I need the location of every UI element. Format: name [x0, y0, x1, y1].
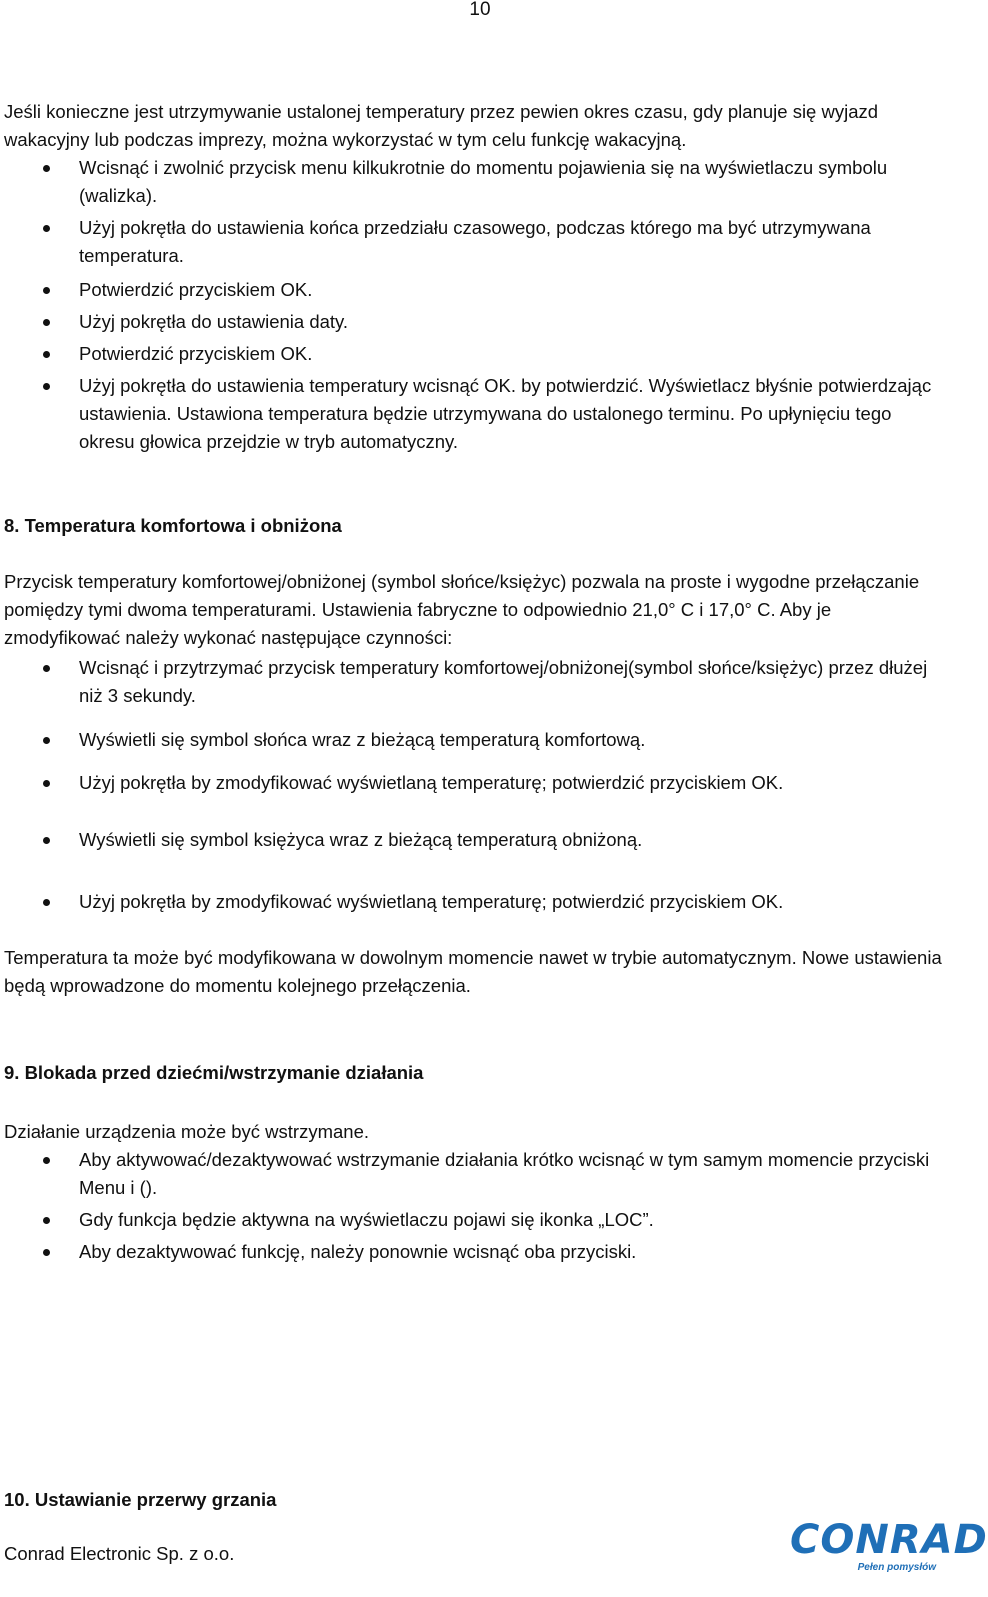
section-8-intro: Przycisk temperatury komfortowej/obniżonej (symbol słońce/księżyc) pozwala na proste i wygodne przełączanie pomiędzy tymi dwoma temperaturami. Ustawienia fabryczne to odpowiednio 21,0° C i 17,0° C. Aby je zmodyfikować należy wykonać następujące czynności: [4, 571, 920, 648]
bullet-icon [43, 837, 50, 844]
section-10-heading: 10. Ustawianie przerwy grzania [4, 1489, 277, 1510]
bullet-icon [43, 287, 50, 294]
bullet-icon [43, 383, 50, 390]
section-9-intro: Działanie urządzenia może być wstrzymane. [4, 1121, 370, 1142]
bullet-icon [43, 665, 50, 672]
conrad-logo [790, 1512, 988, 1580]
logo-tagline: Pełen pomysłów [857, 1562, 936, 1573]
section-8-heading: 8. Temperatura komfortowa i obniżona [4, 515, 342, 536]
bullet-icon [43, 225, 50, 232]
section-9-heading: 9. Blokada przed dziećmi/wstrzymanie działania [4, 1062, 424, 1083]
bullet-icon [43, 351, 50, 358]
page-number: 10 [469, 0, 491, 20]
bullet-icon [43, 1249, 50, 1256]
intro-paragraph: Jeśli konieczne jest utrzymywanie ustalonej temperatury przez pewien okres czasu, gdy planuje się wyjazd wakacyjny lub podczas imprezy, można wykorzystać w tym celu funkcję wakacyjną. [4, 101, 879, 150]
bullet-icon [43, 780, 50, 787]
logo-wordmark: CONRAD [790, 1517, 988, 1563]
bullet-icon [43, 737, 50, 744]
bullet-icon [43, 1157, 50, 1164]
section-8-outro: Temperatura ta może być modyfikowana w dowolnym momencie nawet w trybie automatycznym. Nowe ustawienia będą wprowadzone do momentu kolejnego przełączenia. [4, 947, 942, 996]
bullet-icon [43, 899, 50, 906]
bullet-icon [43, 165, 50, 172]
footer-company-name: Conrad Electronic Sp. z o.o. [4, 1543, 235, 1564]
bullet-icon [43, 1217, 50, 1224]
bullet-icon [43, 319, 50, 326]
